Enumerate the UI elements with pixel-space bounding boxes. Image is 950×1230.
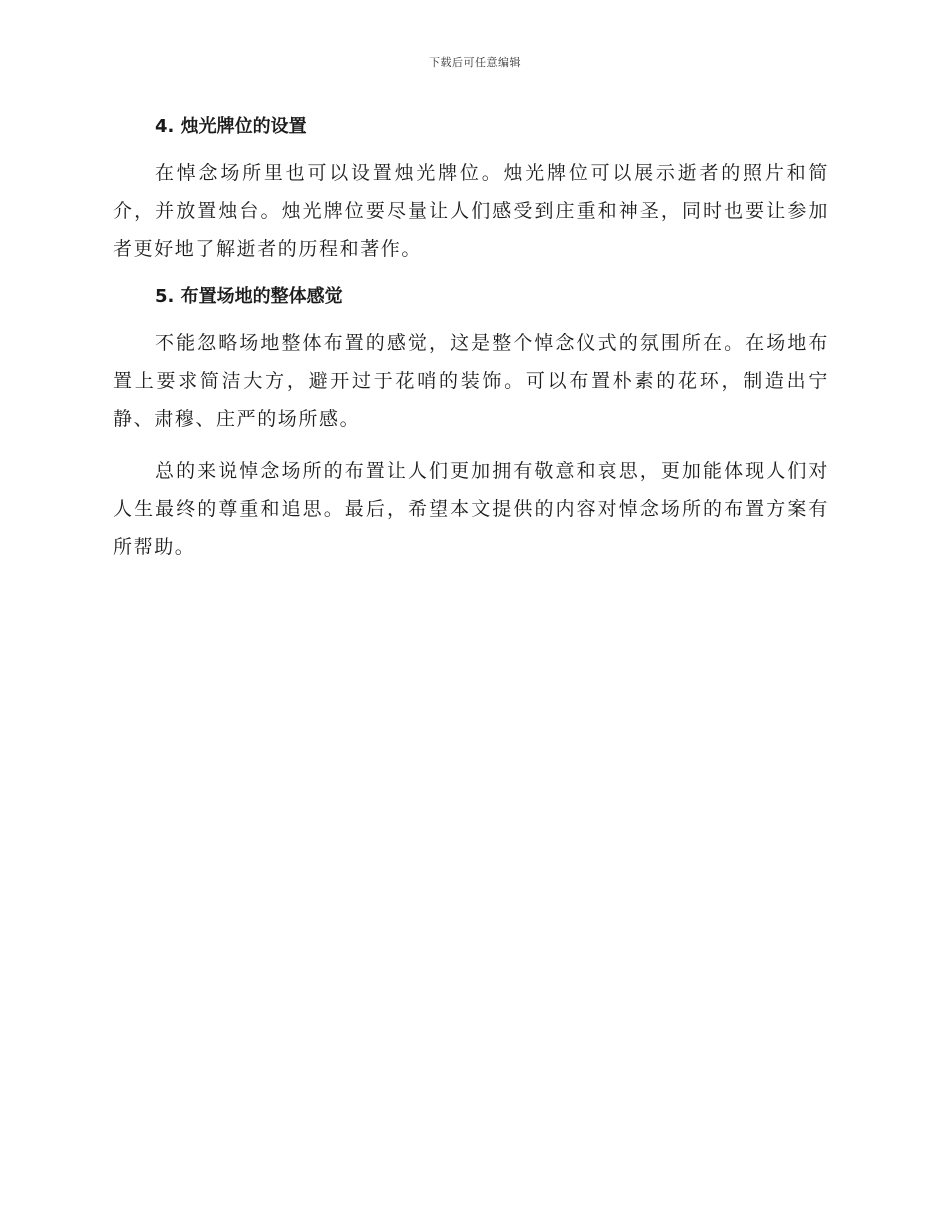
page-header: 下载后可任意编辑 (429, 56, 521, 69)
spacer (113, 312, 829, 324)
section-heading-5: 5. 布置场地的整体感觉 (155, 286, 343, 307)
document-body (113, 112, 829, 566)
section-paragraph-5: 不能忽略场地整体布置的感觉，这是整个悼念仪式的氛围所在。在场地布置上要求简洁大方，避开过于花哨的装饰。可以布置朴素的花环，制造出宁静、肃穆、庄严的场所感。 (113, 332, 829, 430)
section-paragraph-4: 在悼念场所里也可以设置烛光牌位。烛光牌位可以展示逝者的照片和简介，并放置烛台。烛光牌位要尽量让人们感受到庄重和神圣，同时也要让参加者更好地了解逝者的历程和著作。 (113, 162, 829, 260)
section-heading-4: 4. 烛光牌位的设置 (155, 116, 307, 137)
conclusion-paragraph: 总的来说悼念场所的布置让人们更加拥有敬意和哀思，更加能体现人们对人生最终的尊重和追思。最后，希望本文提供的内容对悼念场所的布置方案有所帮助。 (113, 460, 829, 558)
spacer (113, 142, 829, 154)
spacer (113, 268, 829, 282)
spacer (113, 438, 829, 452)
